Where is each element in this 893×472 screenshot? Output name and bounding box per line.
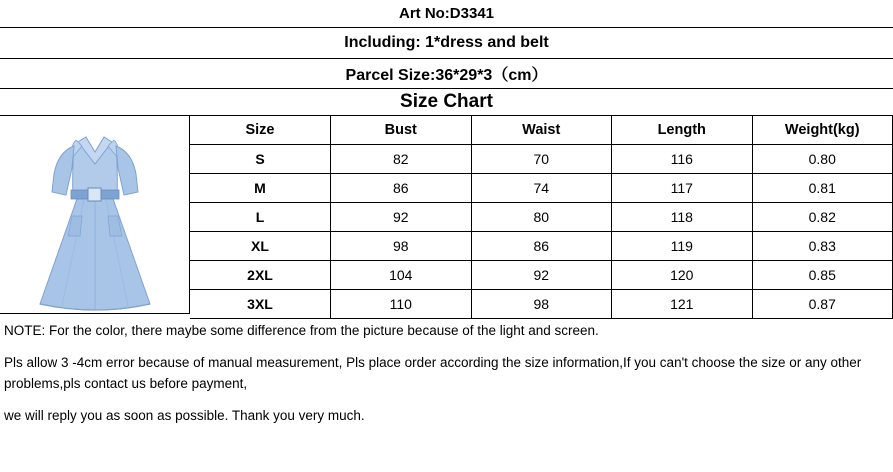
col-header-waist: Waist [471,116,612,145]
page-title: Size Chart [400,91,493,112]
cell-size: L [190,203,331,232]
table-row [190,174,893,203]
cell-weight: 0.80 [752,145,893,174]
including-row [0,28,893,59]
note-reply: we will reply you as soon as possible. Thank you very much. [4,408,365,423]
cell-waist: 98 [471,290,612,319]
art-no-row [0,0,893,28]
parcel-size-row [0,59,893,89]
art-no-text: Art No:D3341 [398,5,495,22]
cell-length: 121 [612,290,753,319]
cell-length: 118 [612,203,753,232]
table-row [190,261,893,290]
col-header-size: Size [190,116,331,145]
cell-weight: 0.81 [752,174,893,203]
cell-waist: 74 [471,174,612,203]
cell-bust: 92 [331,203,472,232]
cell-weight: 0.87 [752,290,893,319]
size-table-cell [190,116,893,314]
notes-section [0,314,893,426]
product-image-cell [0,116,190,314]
col-header-weight: Weight(kg) [752,116,893,145]
cell-size: XL [190,232,331,261]
table-row [190,290,893,319]
cell-weight: 0.82 [752,203,893,232]
cell-size: S [190,145,331,174]
cell-length: 120 [612,261,753,290]
cell-size: 3XL [190,290,331,319]
parcel-size-text: Parcel Size:36*29*3（cm） [345,67,548,84]
cell-bust: 110 [331,290,472,319]
cell-length: 119 [612,232,753,261]
size-table [190,116,893,319]
cell-length: 116 [612,145,753,174]
cell-waist: 92 [471,261,612,290]
cell-waist: 70 [471,145,612,174]
cell-bust: 98 [331,232,472,261]
table-row [190,145,893,174]
table-row [190,232,893,261]
dress-illustration [0,116,190,313]
note-measurement: Pls allow 3 -4cm error because of manual measurement, Pls place order according the size information,If you can't choose the size or any other problems,pls contact us before payment, [4,355,862,391]
cell-length: 117 [612,174,753,203]
cell-bust: 82 [331,145,472,174]
size-chart-title-row [0,89,893,116]
dress-icon [0,116,190,313]
cell-bust: 104 [331,261,472,290]
col-header-bust: Bust [331,116,472,145]
cell-weight: 0.83 [752,232,893,261]
cell-waist: 80 [471,203,612,232]
cell-bust: 86 [331,174,472,203]
chart-body [0,116,893,314]
cell-size: M [190,174,331,203]
table-row [190,203,893,232]
cell-size: 2XL [190,261,331,290]
including-text: Including: 1*dress and belt [344,34,549,51]
cell-weight: 0.85 [752,261,893,290]
cell-waist: 86 [471,232,612,261]
col-header-length: Length [612,116,753,145]
table-header-row [190,116,893,145]
note-color: NOTE: For the color, there maybe some difference from the picture because of the light and screen. [4,323,599,338]
